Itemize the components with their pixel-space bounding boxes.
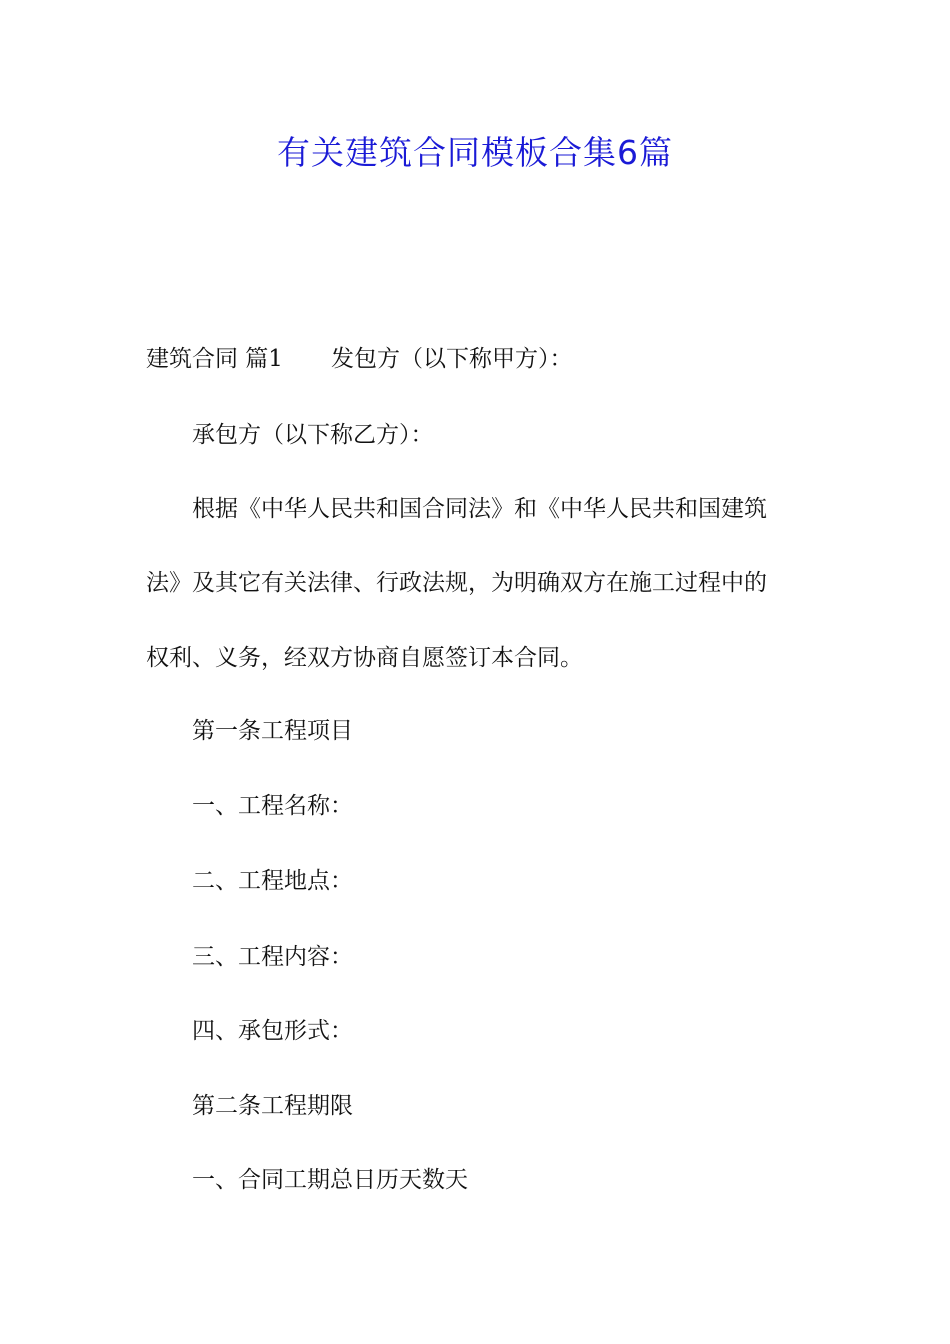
contract-duration-line: 一、合同工期总日历天数天	[192, 1167, 468, 1193]
section-label: 建筑合同 篇1	[146, 346, 283, 372]
paragraph-section-start	[146, 344, 572, 374]
project-name-line: 一、工程名称：	[192, 793, 353, 819]
preamble-line-1: 根据《中华人民共和国合同法》和《中华人民共和国建筑	[192, 496, 767, 522]
article-1-heading: 第一条工程项目	[192, 718, 353, 744]
contract-form-line: 四、承包形式：	[192, 1018, 353, 1044]
party-a-line: 发包方（以下称甲方）：	[330, 346, 573, 372]
article-2-heading: 第二条工程期限	[192, 1093, 353, 1119]
project-location-line: 二、工程地点：	[192, 868, 353, 894]
document-title: 有关建筑合同模板合集6篇	[277, 133, 673, 172]
party-b-line: 承包方（以下称乙方）：	[192, 422, 434, 448]
preamble-line-3: 权利、义务，经双方协商自愿签订本合同。	[146, 645, 583, 671]
project-content-line: 三、工程内容：	[192, 944, 353, 970]
preamble-line-2: 法》及其它有关法律、行政法规，为明确双方在施工过程中的	[146, 570, 767, 596]
